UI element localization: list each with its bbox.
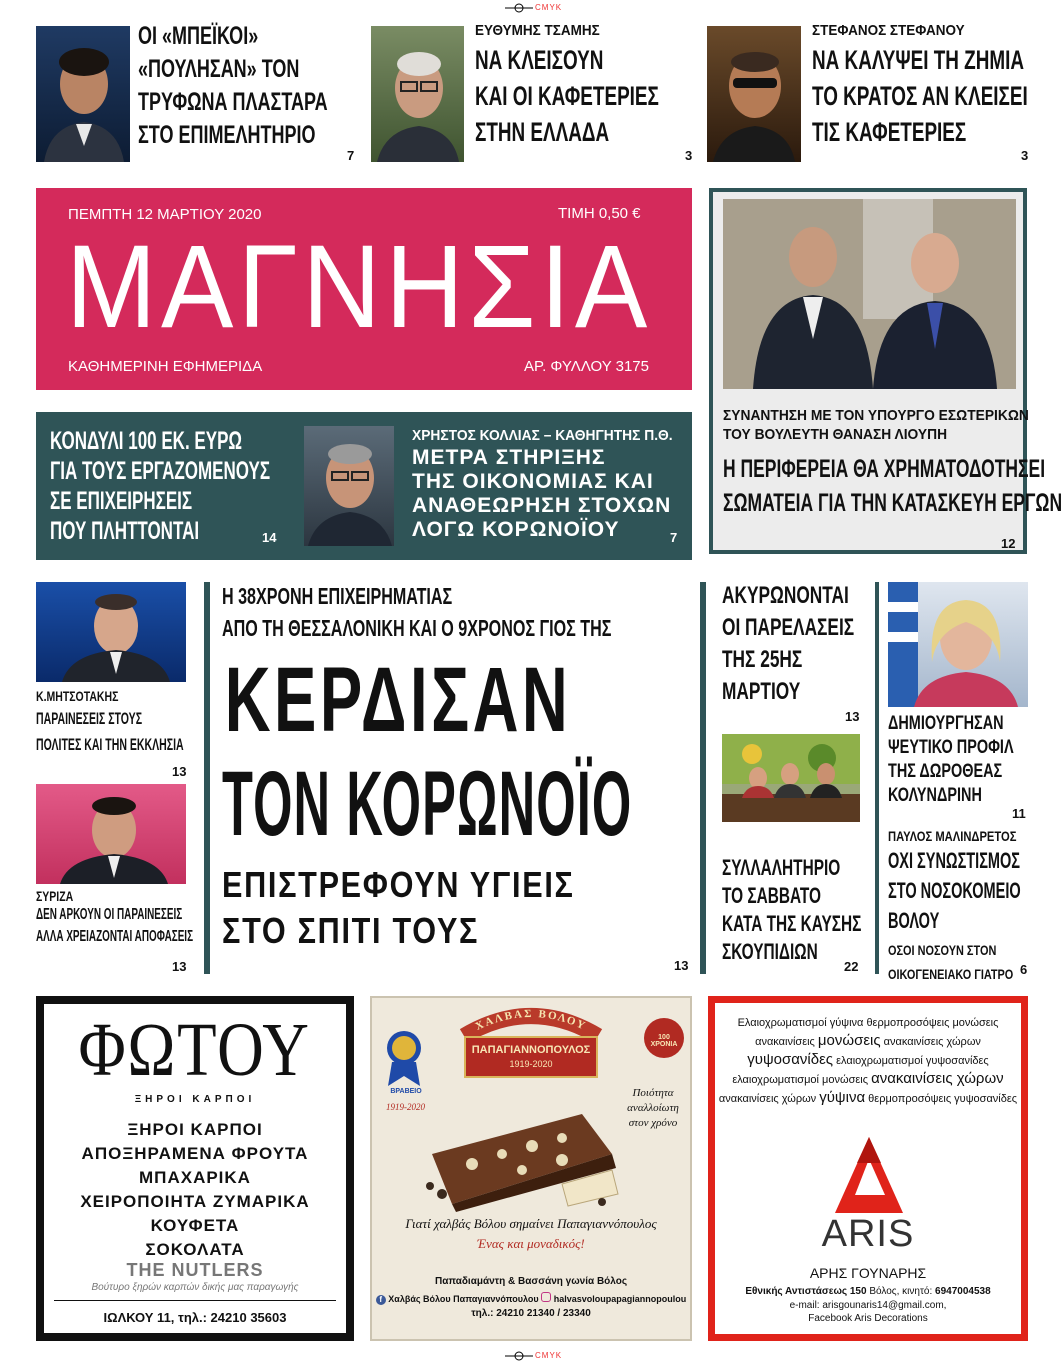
photo-stefanou <box>707 26 801 162</box>
fotou-product-item: ΣΟΚΟΛΑΤΑ <box>145 1240 245 1259</box>
page-number: 12 <box>1001 536 1016 551</box>
story-tsamis[interactable] <box>475 20 700 160</box>
lead-story-frame <box>204 582 210 974</box>
aris-services-text <box>715 1013 1021 1108</box>
newspaper-title: ΜΑΓΝΗΣΙΑ <box>66 221 652 353</box>
story-headline-line: ΝΑ ΚΛΕΙΣΟΥΝ <box>475 45 604 75</box>
ad-fotou[interactable] <box>36 996 354 1341</box>
aris-owner-name: ΑΡΗΣ ΓΟΥΝΑΡΗΣ <box>809 1265 927 1281</box>
story-syriza[interactable]: ΣΥΡΙΖΑ ΔΕΝ ΑΡΚΟΥΝ ΟΙ ΠΑΡΑΙΝΕΣΕΙΣ ΑΛΛΑ ΧΡΕΙΑΖΟΝΤΑΙ ΑΠΟΦΑΣΕΙΣ <box>36 888 194 945</box>
fotou-product-item: ΜΠΑΧΑΡΙΚΑ <box>139 1168 251 1187</box>
page-number: 7 <box>670 530 678 545</box>
page-number: 7 <box>347 148 355 163</box>
issue-date: ΠΕΜΠΤΗ 12 ΜΑΡΤΙΟΥ 2020 <box>68 206 262 223</box>
photo-press-conference <box>722 734 860 822</box>
lead-headline: ΚΕΡΔΙΣΑΝ ΤΟΝ ΚΟΡΩΝΟΪΟ <box>222 649 633 855</box>
facebook-icon: f <box>376 1295 386 1305</box>
page-number: 14 <box>262 530 277 545</box>
award-medal-icon <box>384 1028 424 1088</box>
registration-mark-bottom <box>505 1350 565 1364</box>
registration-mark-top <box>505 2 565 16</box>
story-headline-line: ΣΤΟ ΕΠΙΜΕΛΗΤΗΡΙΟ <box>138 121 316 149</box>
story-headline-line: ΤΙΣ ΚΑΦΕΤΕΡΙΕΣ <box>812 117 967 147</box>
photo-plastaras <box>36 26 130 162</box>
aris-services-line: γυψοσανίδες ελαιοχρωματισμοί γυψοσανίδες <box>747 1051 989 1068</box>
page-number: 11 <box>1012 806 1026 821</box>
story-fake-profile[interactable]: ΔΗΜΙΟΥΡΓΗΣΑΝ ΨΕΥΤΙΚΟ ΠΡΟΦΙΛ ΤΗΣ ΔΩΡΟΘΕΑΣ ΚΟΛΥΝΔΡΙΝΗ <box>888 713 1014 806</box>
story-kollias[interactable]: ΧΡΗΣΤΟΣ ΚΟΛΛΙΑΣ – ΚΑΘΗΓΗΤΗΣ Π.Θ. ΜΕΤΡΑ ΣΤΗΡΙΞΗΣ ΤΗΣ ΟΙΚΟΝΟΜΙΑΣ ΚΑΙ ΑΝΑΘΕΩΡΗΣΗ ΣΤΟΧΩΝ ΛΟΓΩ ΚΟΡΩΝΟΪΟΥ <box>412 427 673 541</box>
story-plastaras[interactable] <box>138 20 363 160</box>
halvas-product-image <box>412 1094 622 1212</box>
meeting-story-box[interactable] <box>709 188 1063 554</box>
story-rally[interactable]: ΣΥΛΛΑΛΗΤΗΡΙΟ ΤΟ ΣΑΒΒΑΤΟ ΚΑΤΑ ΤΗΣ ΚΑΥΣΗΣ ΣΚΟΥΠΙΔΙΩΝ <box>722 855 862 964</box>
aris-email[interactable]: e-mail: arisgounaris14@gmail.com, <box>789 1300 947 1311</box>
masthead <box>36 188 692 390</box>
story-headline-line: ΤΡΥΦΩΝΑ ΠΛΑΣΤΑΡΑ <box>138 88 328 116</box>
fotou-tagline: ΞΗΡΟΙ ΚΑΡΠΟΙ <box>134 1094 256 1105</box>
award-label: ΒΡΑΒΕΙΟ <box>390 1088 422 1095</box>
fotou-product-item: ΑΠΟΞΗΡΑΜΕΝΑ ΦΡΟΥΤΑ <box>81 1144 309 1163</box>
story-kicker: ΣΤΕΦΑΝΟΣ ΣΤΕΦΑΝΟΥ <box>812 22 965 39</box>
years-label: 1919-2020 <box>386 1102 425 1112</box>
photo-minister-meeting <box>723 199 1016 389</box>
fotou-product-item: ΚΟΥΦΕΤΑ <box>150 1216 240 1235</box>
halvas-arc-banner <box>456 1002 606 1040</box>
lead-story[interactable] <box>222 580 696 972</box>
halvas-address: Παπαδιαμάντη & Βασσάνη γωνία Βόλος <box>434 1276 628 1287</box>
page-number: 22 <box>844 959 859 974</box>
nutlers-brand: THE NUTLERS <box>126 1260 264 1280</box>
story-fund-100m[interactable]: ΚΟΝΔΥΛΙ 100 ΕΚ. ΕΥΡΩ ΓΙΑ ΤΟΥΣ ΕΡΓΑΖΟΜΕΝΟΥΣ ΣΕ ΕΠΙΧΕΙΡΗΣΕΙΣ ΠΟΥ ΠΛΗΤΤΟΝΤΑΙ <box>50 427 271 545</box>
story-headline-line: ΝΑ ΚΑΛΥΨΕΙ ΤΗ ΖΗΜΙΑ <box>812 45 1025 75</box>
crosshair-icon <box>505 1350 533 1362</box>
column-divider <box>875 582 879 974</box>
crosshair-icon <box>505 2 533 14</box>
page-number: 13 <box>172 764 187 779</box>
halvas-slogan: Γιατί χαλβάς Βόλου σημαίνει Παπαγιαννόπουλος <box>405 1216 657 1231</box>
ad-aris-decorations[interactable] <box>708 996 1028 1341</box>
halvas-brand-banner: ΠΑΠΑΓΙΑΝΝΟΠΟΥΛΟΣ 1919-2020 <box>464 1036 598 1078</box>
svg-text:ΧΑΛΒΑΣ ΒΟΛΟΥ: ΧΑΛΒΑΣ ΒΟΛΟΥ <box>473 1007 589 1033</box>
story-headline-line: ΤΟ ΚΡΑΤΟΣ ΑΝ ΚΛΕΙΣΕΙ <box>812 81 1028 111</box>
aris-services-line: ανακαινίσεις χώρων γύψινα θερμοπροσόψεις γυψοσανίδες <box>718 1089 1018 1106</box>
story-kicker: ΕΥΘΥΜΗΣ ΤΣΑΜΗΣ <box>475 22 600 39</box>
photo-kollias <box>304 426 394 546</box>
instagram-icon <box>541 1292 551 1302</box>
nutlers-subtitle: Βούτυρο ξηρών καρπών δικής μας παραγωγής <box>91 1282 299 1293</box>
lead-story-frame <box>700 582 706 974</box>
aris-services-line: ανακαινίσεις μονώσεις ανακαινίσεις χώρων <box>755 1032 981 1049</box>
teal-story-band <box>36 412 692 560</box>
photo-tsamis <box>371 26 464 162</box>
page-number: 6 <box>1020 962 1028 977</box>
issue-number: ΑΡ. ΦΥΛΛΟΥ 3175 <box>524 358 649 375</box>
story-headline-line: ΣΤΗΝ ΕΛΛΑΔΑ <box>475 117 610 147</box>
story-parades[interactable]: ΑΚΥΡΩΝΟΝΤΑΙ ΟΙ ΠΑΡΕΛΑΣΕΙΣ ΤΗΣ 25ΗΣ ΜΑΡΤΙΟΥ <box>722 582 855 705</box>
aris-services-line: Ελαιοχρωματισμοί γύψινα θερμοπροσόψεις μονώσεις <box>737 1017 999 1029</box>
price: ΤΙΜΗ 0,50 € <box>558 205 641 222</box>
story-stefanou[interactable] <box>812 20 1037 160</box>
aris-services-line: ελαιοχρωματισμοί μονώσεις ανακαινίσεις χώρων <box>732 1070 1004 1087</box>
fotou-brand: ΦΩΤΟΥ <box>78 1008 312 1092</box>
fotou-address: ΙΩΛΚΟΥ 11, τηλ.: 24210 35603 <box>103 1310 287 1325</box>
ad-halvas-papagiannopoulos[interactable] <box>370 996 692 1341</box>
quality-note: Ποιότητα αναλλοίωτη στον χρόνο <box>627 1087 679 1129</box>
lead-subhead: ΕΠΙΣΤΡΕΦΟΥΝ ΥΓΙΕΙΣ ΣΤΟ ΣΠΙΤΙ ΤΟΥΣ <box>222 864 575 951</box>
page-number: 3 <box>685 148 693 163</box>
page-number: 13 <box>845 709 860 724</box>
fotou-product-item: ΧΕΙΡΟΠΟΙΗΤΑ ΖΥΜΑΡΙΚΑ <box>80 1192 310 1211</box>
lead-kicker: Η 38ΧΡΟΝΗ ΕΠΙΧΕΙΡΗΜΑΤΙΑΣ ΑΠΟ ΤΗ ΘΕΣΣΑΛΟΝΙΚΗ ΚΑΙ Ο 9ΧΡΟΝΟΣ ΓΙΟΣ ΤΗΣ <box>222 583 612 641</box>
story-mitsotakis[interactable]: Κ.ΜΗΤΣΟΤΑΚΗΣ ΠΑΡΑΙΝΕΣΕΙΣ ΣΤΟΥΣ ΠΟΛΙΤΕΣ ΚΑΙ ΤΗΝ ΕΚΚΛΗΣΙΑ <box>36 688 184 754</box>
fotou-product-list <box>44 1118 346 1262</box>
fotou-product-item: ΞΗΡΟΙ ΚΑΡΠΟΙ <box>127 1120 263 1139</box>
story-hospital[interactable]: ΠΑΥΛΟΣ ΜΑΛΙΝΔΡΕΤΟΣ ΟΧΙ ΣΥΝΩΣΤΙΣΜΟΣ ΣΤΟ ΝΟΣΟΚΟΜΕΙΟ ΒΟΛΟΥ ΟΣΟΙ ΝΟΣΟΥΝ ΣΤΟΝ ΟΙΚΟΓΕΝΕΙΑΚΟ ΓΙΑΤΡΟ <box>888 828 1021 982</box>
newspaper-subtitle: ΚΑΘΗΜΕΡΙΝΗ ΕΦΗΜΕΡΙΔΑ <box>68 358 263 375</box>
aris-facebook[interactable]: Facebook Aris Decorations <box>808 1313 928 1324</box>
halvas-phone: τηλ.: 24210 21340 / 23340 <box>471 1308 591 1319</box>
story-headline-line: «ΠΟΥΛΗΣΑΝ» ΤΟΝ <box>138 55 300 83</box>
halvas-social: f Χαλβάς Βόλου Παπαγιαννόπουλου halvasvoloupapagiannopoulou <box>372 1292 690 1305</box>
photo-tsipras <box>36 784 186 884</box>
halvas-slogan-2: Ένας και μοναδικός! <box>477 1236 585 1251</box>
photo-kolyndrini <box>888 582 1028 707</box>
meeting-kicker: ΣΥΝΑΝΤΗΣΗ ΜΕ ΤΟΝ ΥΠΟΥΡΓΟ ΕΣΩΤΕΡΙΚΩΝ ΤΟΥ ΒΟΥΛΕΥΤΗ ΘΑΝΑΣΗ ΛΙΟΥΠΗ <box>723 407 1029 443</box>
page-number: 13 <box>172 959 187 974</box>
centenary-badge-icon: 100 ΧΡΟΝΙΑ <box>644 1018 684 1058</box>
page-number: 13 <box>674 958 689 973</box>
aris-address: Εθνικής Αντιστάσεως 150 Βόλος, κινητό: 6947004538 <box>745 1286 991 1297</box>
page-number: 3 <box>1021 148 1029 163</box>
photo-mitsotakis <box>36 582 186 682</box>
meeting-headline: Η ΠΕΡΙΦΕΡΕΙΑ ΘΑ ΧΡΗΜΑΤΟΔΟΤΗΣΕΙ ΣΩΜΑΤΕΙΑ ΓΙΑ ΤΗΝ ΚΑΤΑΣΚΕΥΗ ΕΡΓΩΝ <box>723 455 1063 517</box>
cmyk-label: CMYK <box>535 1351 563 1360</box>
story-headline-line: ΚΑΙ ΟΙ ΚΑΦΕΤΕΡΙΕΣ <box>475 81 659 111</box>
aris-logo-mark <box>833 1133 905 1217</box>
cmyk-label: CMYK <box>535 3 563 12</box>
story-headline-line: ΟΙ «ΜΠΕΪΚΟΙ» <box>138 22 259 50</box>
aris-logo-text: ARIS <box>821 1213 915 1255</box>
